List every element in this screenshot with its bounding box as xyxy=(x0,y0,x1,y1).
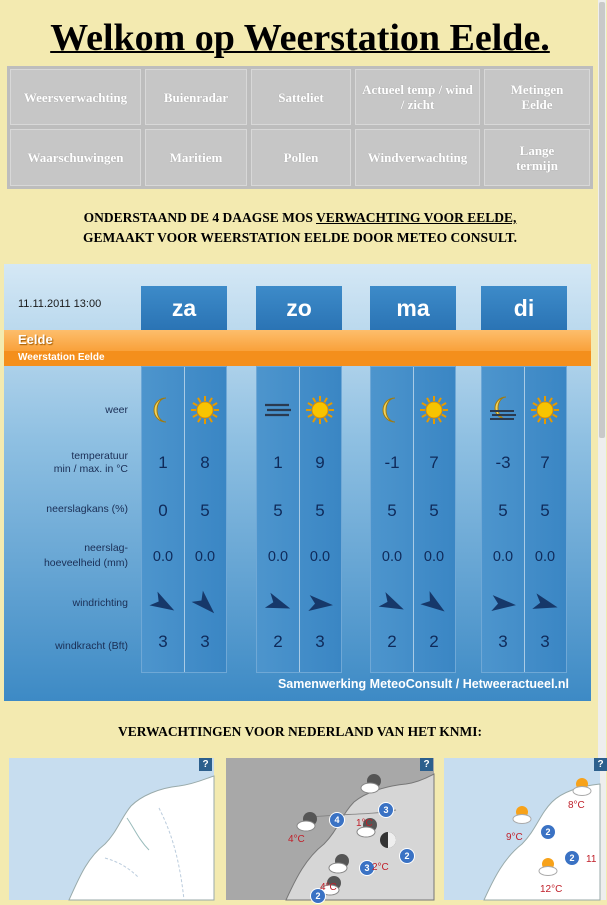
label-neerslagkans: neerslagkans (%) xyxy=(46,503,128,515)
temp-value: 8 xyxy=(200,453,210,472)
map-temp-label: 9°C xyxy=(506,832,523,843)
label-weer: weer xyxy=(105,404,128,416)
wind-force-bubble-icon: 3 xyxy=(378,802,394,818)
nav-button-waarschuwingen[interactable]: Waarschuwingen xyxy=(10,129,141,186)
rain-amount-value: 0.0 xyxy=(194,549,216,565)
location-bar xyxy=(4,330,591,351)
map-temp-label: 1°C xyxy=(356,818,373,829)
rain-chance-value: 5 xyxy=(273,501,283,520)
wind-direction-arrow-icon xyxy=(377,589,407,619)
map-temp-label: 11 xyxy=(586,854,597,865)
fog-icon xyxy=(263,395,293,425)
map-temp-label: 4°C xyxy=(288,834,305,845)
wind-force-value: 3 xyxy=(200,632,210,651)
label-temperatuur: temperatuur xyxy=(71,450,128,462)
label-windrichting: windrichting xyxy=(72,597,128,609)
sun-icon xyxy=(419,395,449,425)
knmi-heading: VERWACHTINGEN VOOR NEDERLAND VAN HET KNMI: xyxy=(118,724,482,739)
wind-force-value: 3 xyxy=(498,632,508,651)
intro-line-1 xyxy=(0,210,600,226)
sun-icon xyxy=(190,395,220,425)
sun-icon xyxy=(530,395,560,425)
wind-direction-arrow-icon xyxy=(263,589,293,619)
label-hoeveelheid: hoeveelheid (mm) xyxy=(43,557,128,569)
rain-amount-value: 0.0 xyxy=(267,549,289,565)
temp-value: 1 xyxy=(273,453,283,472)
sun-cloud-icon xyxy=(570,774,594,798)
wind-direction-arrow-icon xyxy=(488,589,518,619)
label-temperatuur-unit: min / max. in °C xyxy=(53,463,128,475)
wind-direction-arrow-icon xyxy=(419,589,449,619)
knmi-map-3[interactable] xyxy=(444,758,604,900)
label-neerslag: neerslag- xyxy=(84,542,128,554)
sun-icon xyxy=(305,395,335,425)
nav-button-windverwachting[interactable]: Windverwachting xyxy=(355,129,480,186)
wind-force-value: 2 xyxy=(387,632,397,651)
nav-button-maritiem[interactable]: Maritiem xyxy=(145,129,247,186)
moon-fog-icon xyxy=(488,395,518,425)
cloud-moon-icon xyxy=(328,852,352,876)
map-3-help-icon[interactable]: ? xyxy=(594,758,607,771)
rain-chance-value: 5 xyxy=(429,501,439,520)
rain-amount-value: 0.0 xyxy=(381,549,403,565)
nav-button-buienradar[interactable]: Buienradar xyxy=(145,69,247,125)
credit-text: Samenwerking MeteoConsult / Hetweeractueel.nl xyxy=(277,677,569,691)
temp-value: -1 xyxy=(384,453,400,472)
nav-button-lange-termijn[interactable]: Lange termijn xyxy=(484,129,590,186)
moon-icon xyxy=(377,395,407,425)
wind-force-bubble-icon: 2 xyxy=(540,824,556,840)
map-temp-label: 12°C xyxy=(540,884,563,895)
knmi-map-1[interactable] xyxy=(9,758,214,900)
rain-amount-value: 0.0 xyxy=(152,549,174,565)
rain-chance-value: 5 xyxy=(498,501,508,520)
day-header-di: di xyxy=(481,286,567,331)
day-header-ma: ma xyxy=(370,286,456,331)
map-1-svg xyxy=(9,758,214,900)
wind-force-bubble-icon: 2 xyxy=(310,888,326,904)
wind-force-bubble-icon: 3 xyxy=(359,860,375,876)
temp-value: -3 xyxy=(495,453,511,472)
cloud-moon-icon xyxy=(360,772,384,796)
label-windkracht: windkracht (Bft) xyxy=(55,640,128,652)
station-name: Weerstation Eelde xyxy=(18,352,105,363)
wind-force-value: 3 xyxy=(540,632,550,651)
nav-button-actueel[interactable]: Actueel temp / wind / zicht xyxy=(355,69,480,125)
map-temp-label: 2°C xyxy=(372,862,389,873)
intro-text: ONDERSTAAND DE 4 DAAGSE MOS xyxy=(83,210,316,225)
wind-force-bubble-icon: 4 xyxy=(329,812,345,828)
temp-value: 7 xyxy=(429,453,439,472)
intro-line-2: GEMAAKT VOOR WEERSTATION EELDE DOOR METEO CONSULT. xyxy=(83,230,517,245)
rain-chance-value: 5 xyxy=(387,501,397,520)
nav-button-metingen-eelde[interactable]: Metingen Eelde xyxy=(484,69,590,125)
wind-force-value: 2 xyxy=(273,632,283,651)
wind-direction-arrow-icon xyxy=(305,589,335,619)
nav-button-satteliet[interactable]: Satteliet xyxy=(251,69,351,125)
wind-force-bubble-icon: 2 xyxy=(399,848,415,864)
map-2-help-icon[interactable]: ? xyxy=(420,758,433,771)
rain-amount-value: 0.0 xyxy=(492,549,514,565)
day-header-za: za xyxy=(141,286,227,331)
wind-direction-arrow-icon xyxy=(190,589,220,619)
map-temp-label: 4°C xyxy=(320,882,337,893)
temp-value: 9 xyxy=(315,453,325,472)
location-name: Eelde xyxy=(18,332,53,347)
wind-force-value: 2 xyxy=(429,632,439,651)
moon-icon xyxy=(148,395,178,425)
wind-force-value: 3 xyxy=(315,632,325,651)
map-1-help-icon[interactable]: ? xyxy=(199,758,212,771)
rain-amount-value: 0.0 xyxy=(423,549,445,565)
cloud-moon-icon xyxy=(296,810,320,834)
rain-chance-value: 5 xyxy=(315,501,325,520)
sun-cloud-icon xyxy=(536,854,560,878)
map-temp-label: 8°C xyxy=(568,800,585,811)
station-bar xyxy=(4,351,591,366)
forecast-widget xyxy=(4,264,591,701)
temp-value: 1 xyxy=(158,453,168,472)
rain-amount-value: 0.0 xyxy=(309,549,331,565)
wind-force-value: 3 xyxy=(158,632,168,651)
rain-chance-value: 0 xyxy=(158,501,168,520)
moon-icon xyxy=(376,828,400,852)
nav-button-weersverwachting[interactable]: Weersverwachting xyxy=(10,69,141,125)
sun-cloud-icon xyxy=(510,802,534,826)
wind-direction-arrow-icon xyxy=(530,589,560,619)
knmi-map-2[interactable] xyxy=(226,758,434,900)
rain-chance-value: 5 xyxy=(200,501,210,520)
forecast-link[interactable]: VERWACHTING VOOR EELDE, xyxy=(316,210,517,225)
forecast-datetime: 11.11.2011 13:00 xyxy=(18,298,102,310)
temp-value: 7 xyxy=(540,453,550,472)
nav-button-pollen[interactable]: Pollen xyxy=(251,129,351,186)
rain-chance-value: 5 xyxy=(540,501,550,520)
wind-direction-arrow-icon xyxy=(148,589,178,619)
navigation-grid xyxy=(7,66,593,189)
day-header-zo: zo xyxy=(256,286,342,331)
rain-amount-value: 0.0 xyxy=(534,549,556,565)
wind-force-bubble-icon: 2 xyxy=(564,850,580,866)
page-title: Welkom op Weerstation Eelde. xyxy=(50,17,550,59)
